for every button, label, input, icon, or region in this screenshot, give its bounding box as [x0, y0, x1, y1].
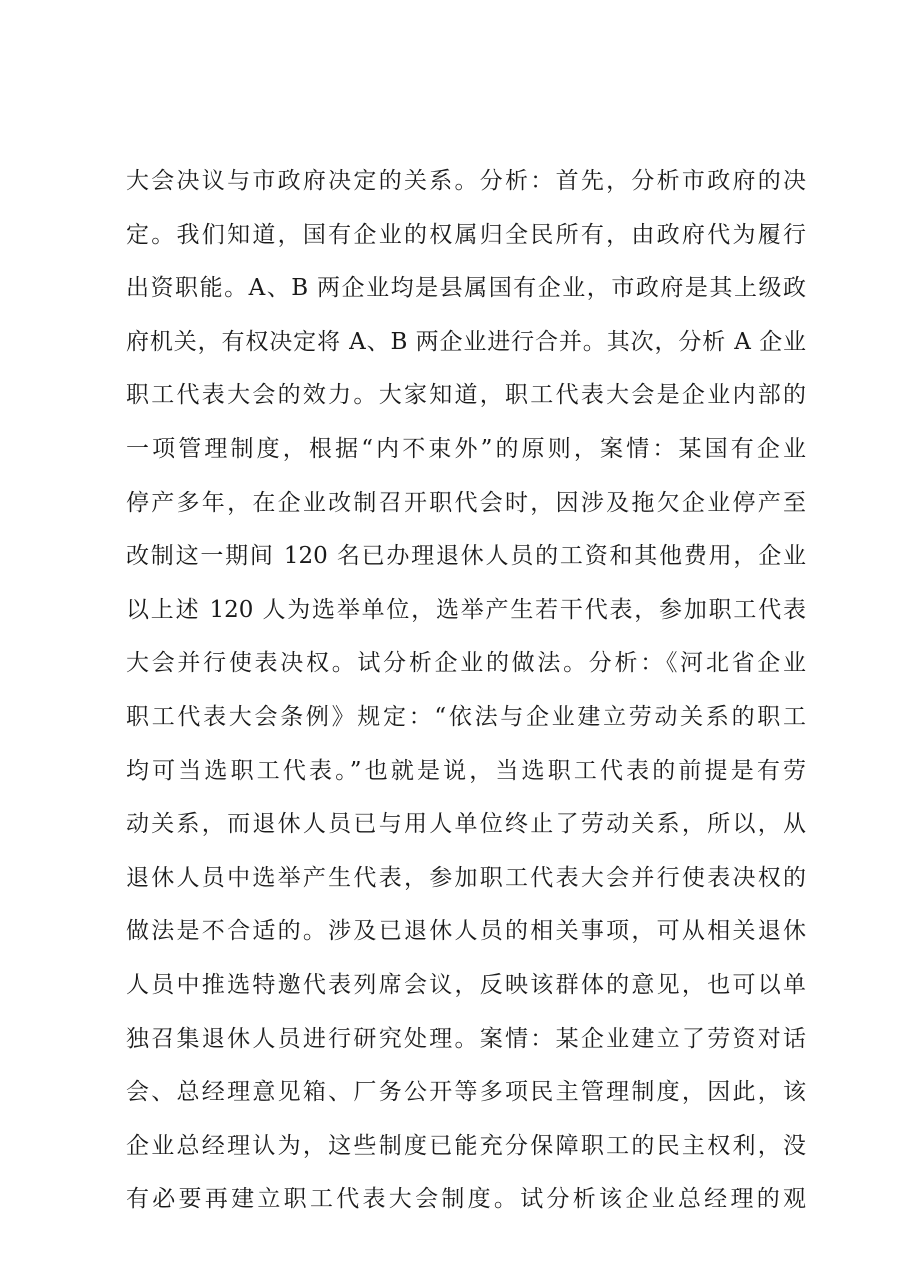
- text-line-15: 做法是不合适的。涉及已退休人员的相关事项，可从相关退休: [126, 918, 806, 945]
- text-line-11: 职工代表大会条例》规定：“依法与企业建立劳动关系的职工: [126, 703, 806, 730]
- text-line-16: 人员中推选特邀代表列席会议，反映该群体的意见，也可以单: [126, 971, 806, 998]
- text-line-7: 停产多年，在企业改制召开职代会时，因涉及拖欠企业停产至: [126, 489, 806, 516]
- body-text: [126, 155, 806, 1227]
- text-line-2: 定。我们知道，国有企业的权属归全民所有，由政府代为履行: [126, 221, 806, 248]
- text-line-1: 大会决议与市政府决定的关系。分析：首先，分析市政府的决: [126, 168, 806, 194]
- text-line-3: 出资职能。A、B 两企业均是县属国有企业，市政府是其上级政: [126, 275, 806, 302]
- text-line-20: 有必要再建立职工代表大会制度。试分析该企业总经理的观: [126, 1186, 806, 1213]
- text-line-12: 均可当选职工代表。”也就是说，当选职工代表的前提是有劳: [126, 757, 806, 784]
- text-line-6: 一项管理制度，根据“内不束外”的原则，案情：某国有企业: [126, 435, 806, 462]
- text-line-10: 大会并行使表决权。试分析企业的做法。分析：《河北省企业: [126, 650, 806, 677]
- text-line-5: 职工代表大会的效力。大家知道，职工代表大会是企业内部的: [126, 382, 806, 409]
- text-line-14: 退休人员中选举产生代表，参加职工代表大会并行使表决权的: [126, 864, 806, 891]
- text-line-18: 会、总经理意见箱、厂务公开等多项民主管理制度，因此，该: [126, 1079, 806, 1106]
- text-line-8: 改制这一期间 120 名已办理退休人员的工资和其他费用，企业: [126, 543, 806, 570]
- text-line-13: 动关系，而退休人员已与用人单位终止了劳动关系，所以，从: [126, 811, 806, 838]
- text-line-17: 独召集退休人员进行研究处理。案情：某企业建立了劳资对话: [126, 1025, 806, 1052]
- text-line-4: 府机关，有权决定将 A、B 两企业进行合并。其次，分析 A 企业: [126, 328, 806, 355]
- text-line-9: 以上述 120 人为选举单位，选举产生若干代表，参加职工代表: [126, 596, 806, 623]
- text-line-19: 企业总经理认为，这些制度已能充分保障职工的民主权利，没: [126, 1132, 806, 1159]
